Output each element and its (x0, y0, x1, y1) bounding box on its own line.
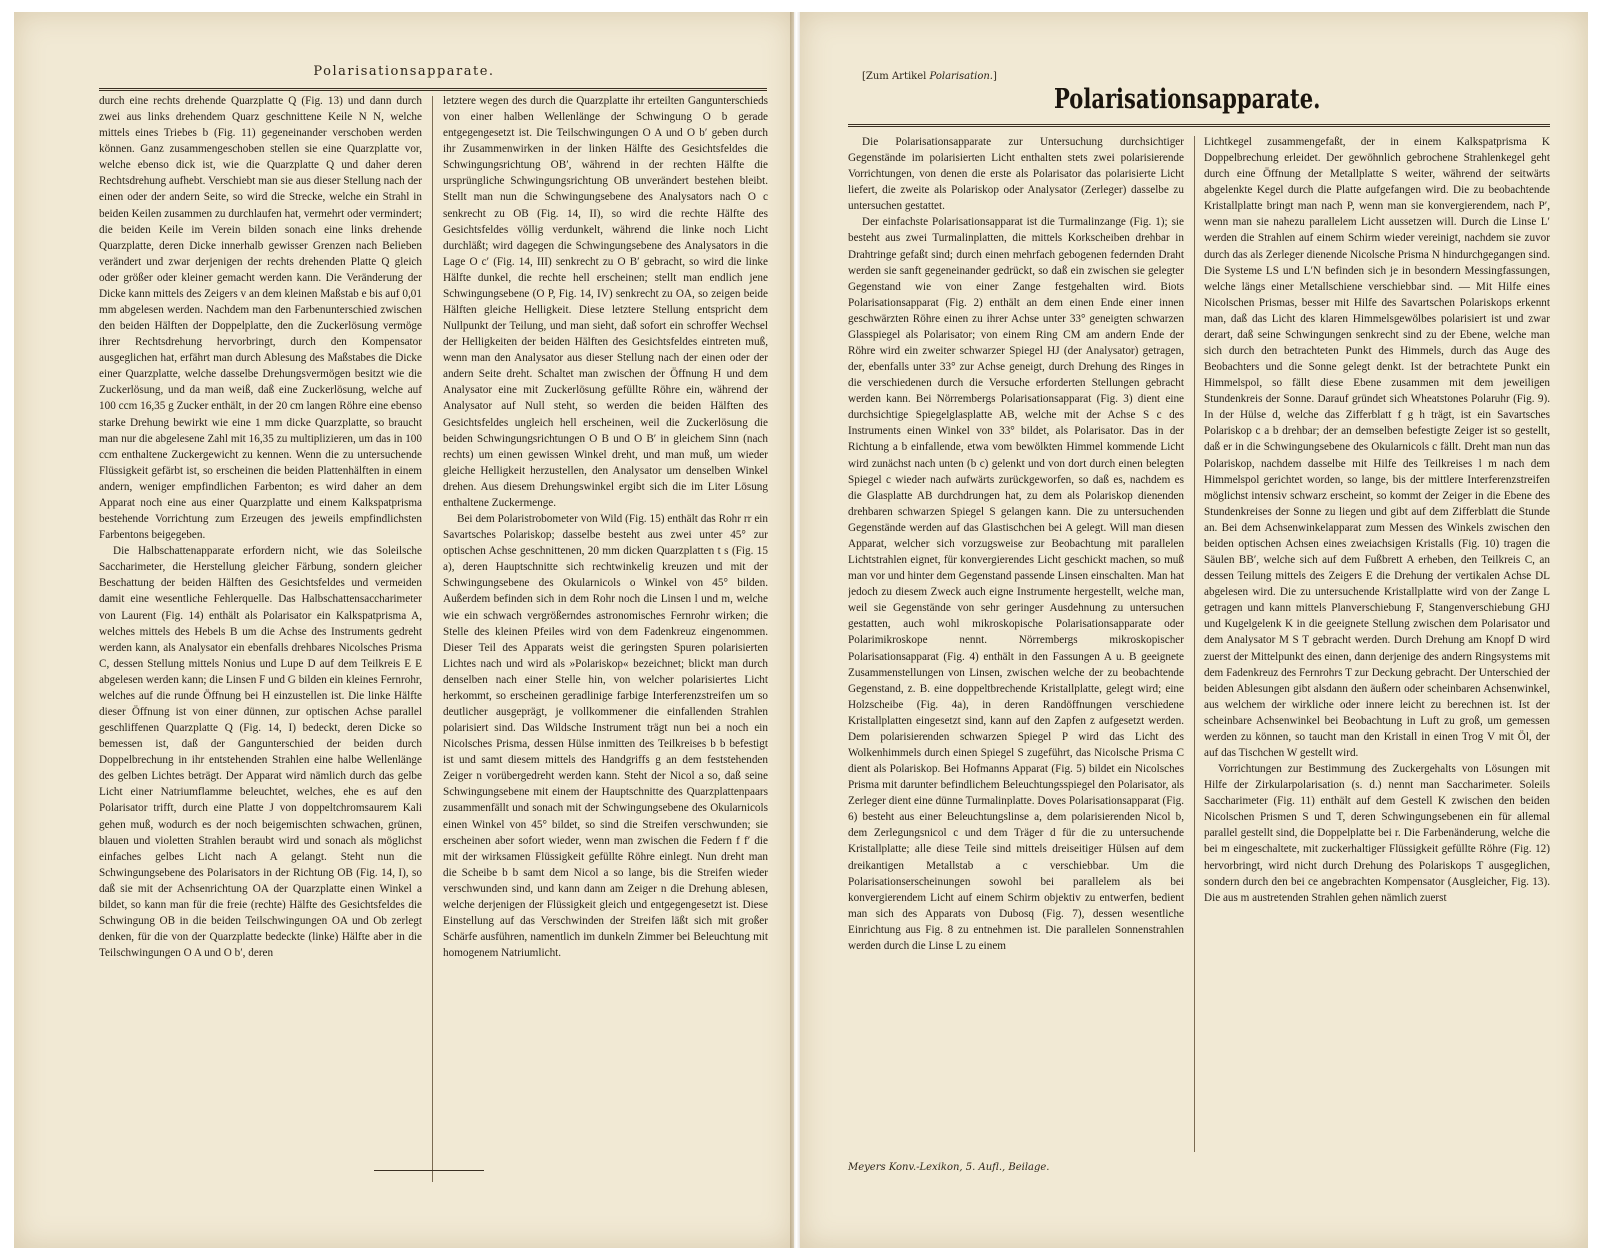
header-rule (99, 88, 767, 91)
paragraph: Die Halbschattenapparate erfordern nicht, wie das Soleilsche Saccharimeter, die Herstellung gleicher Färbung, sondern gleicher Beschattung der beiden Hälften des Gesichtsfeldes und vermeiden damit eine wesentliche Fehlerquelle. Das Halbschattensaccharimeter von Laurent (Fig. 14) enthält als Polarisator ein Kalkspatprisma A, welches mittels des Hebels B um die Achse des Instruments gedreht werden kann, als Analysator ein ebenfalls drehbares Nicolsches Prisma C, dessen Stellung mittels Nonius und Lupe D auf dem Teilkreis E E abgelesen werden kann; die Linsen F und G bilden ein kleines Fernrohr, welches auf die runde Öffnung bei H einzustellen ist. Die linke Hälfte dieser Öffnung ist von einer dünnen, zur optischen Achse parallel geschliffenen Quarzplatte Q (Fig. 14, I) bedeckt, deren Dicke so bemessen ist, daß der Gangunterschied der beiden durch Doppelbrechung in ihr entstehenden Strahlen eine halbe Wellenlänge des gelben Lichtes beträgt. Der Apparat wird nämlich durch das gelbe Licht einer Natriumflamme beleuchtet, welches, ehe es auf den Polarisator trifft, durch eine Platte J von doppeltchromsaurem Kali gehen muß, wodurch es der noch beigemischten schwachen, grünen, blauen und violetten Strahlen beraubt wird und sonach als möglichst einfaches gelbes Licht nach A gelangt. Steht nun die Schwingungsebene des Polarisators in der Richtung OB (Fig. 14, I), so daß sie mit der Achsenrichtung OA der Quarzplatte einen Winkel a bildet, so kann man für die freie (rechte) Hälfte des Gesichtsfeldes die Schwingung OB in die beiden Teilschwingungen OA und Ob zerlegt denken, für die von der Quarzplatte bedeckte (linke) Hälfte aber in die Teilschwingungen O A und O b′, deren (99, 545, 422, 960)
right-column-1 (848, 134, 1184, 1154)
article-reference: [Zum Artikel Polarisation.] (862, 71, 997, 82)
paragraph: Vorrichtungen zur Bestimmung des Zuckergehalts von Lösungen mit Hilfe der Zirkularpolarisation (s. d.) nennt man Saccharimeter. Soleils Saccharimeter (Fig. 11) enthält auf dem Gestell K zwischen den beiden Nicolschen Prismen S und T, deren Schwingungsebenen ein für allemal parallel gestellt sind, die Doppelplatte bei r. Die Farbenänderung, welche die bei m eingeschaltete, mit zuckerhaltiger Flüssigkeit gefüllte Röhre (Fig. 12) hervorbringt, wird nicht durch Drehung des Polariskops T ausgeglichen, sondern durch den bei ce angebrachten Kompensator (Ausgleicher, Fig. 13). Die aus m austretenden Strahlen gehen nämlich zuerst (1204, 763, 1550, 904)
left-column-2 (443, 93, 768, 1155)
paragraph: Bei dem Polaristrobometer von Wild (Fig. 15) enthält das Rohr rr ein Savartsches Polariskop; dasselbe besteht aus zwei unter 45° zur optischen Achse geschnittenen, 20 mm dicken Quarzplatten t s (Fig. 15 a), deren Hauptschnitte sich rechtwinkelig kreuzen und mit der Schwingungsebene des Okularnicols o Winkel von 45° bilden. Außerdem befinden sich in dem Rohr noch die Linsen l und m, welche wie ein schwach vergrößerndes astronomisches Fernrohr wirken; die Stelle des kleinen Pfeiles wird von dem Fadenkreuz eingenommen. Dieser Teil des Apparats weist die geringsten Spuren polarisierten Lichtes nach und wird als »Polariskop« bezeichnet; blickt man durch denselben nach einer Stelle hin, von welcher polarisiertes Licht herkommt, so erscheinen geradlinige farbige Interferenzstreifen um so deutlicher ausgeprägt, je vollkommener die einfallenden Strahlen polarisiert sind. Das Wildsche Instrument trägt nun bei a noch ein Nicolsches Prisma, dessen Hülse inmitten des Teilkreises b b befestigt ist und samt diesem mittels des Handgriffs g an dem feststehenden Zeiger n vorübergedreht werden kann. Steht der Nicol a so, daß seine Schwingungsebene mit einem der Hauptschnitte des Quarzplattenpaars zusammenfällt und sonach mit der Schwingungsebene des Okularnicols einen Winkel von 45° bildet, so sind die Streifen verschwunden; sie erscheinen aber sofort wieder, wenn man zwischen die Federn f f′ die mit der wirksamen Flüssigkeit gefüllte Röhre einlegt. Nun dreht man die Scheibe b b samt dem Nicol a so lange, bis die Streifen wieder verschwunden sind, und kann dann am Zeiger n die Drehung ablesen, welche derjenigen der Flüssigkeit gleich und entgegengesetzt ist. Diese Einstellung auf das Verschwinden der Streifen läßt sich mit großer Schärfe ausführen, namentlich im dunkeln Zimmer bei Beleuchtung mit homogenem Natriumlicht. (443, 513, 768, 960)
column-separator (1194, 136, 1195, 1152)
running-head: Polarisationsapparate. (313, 64, 495, 79)
paragraph: durch eine rechts drehende Quarzplatte Q (Fig. 13) und dann durch zwei aus links drehendem Quarz geschnittene Keile N N, welche mittels eines Triebes b (Fig. 11) gegeneinander verschoben werden können. Ganz zusammengeschoben stellen sie eine Quarzplatte vor, welche ebenso dick ist, wie die Quarzplatte Q und daher deren Rechtsdrehung aufhebt. Verschiebt man sie aus dieser Stellung nach der einen oder der andern Seite, so wird die Strecke, welche ein Strahl in beiden Keilen zusammen zu durchlaufen hat, vermehrt oder vermindert; die beiden Keile im Verein bilden sonach eine links drehende Quarzplatte, deren Dicke innerhalb gewisser Grenzen nach Belieben verändert und zwar derjenigen der rechts drehenden Platte Q gleich oder größer oder kleiner gemacht werden kann. Die Veränderung der Dicke kann mittels des Zeigers v an dem kleinen Maßstab e bis auf 0,01 mm abgelesen werden. Nachdem man den Farbenunterschied zwischen den beiden Hälften der Doppelplatte, den die Zuckerlösung vermöge ihrer Rechtsdrehung hervorbringt, durch den Kompensator ausgeglichen hat, erfährt man durch Ablesung des Maßstabes die Dicke einer Quarzplatte, welche dasselbe Drehungsvermögen besitzt wie die Zuckerlösung, und da man weiß, daß eine Zuckerlösung, welche auf 100 ccm 16,35 g Zucker enthält, in der 20 cm langen Röhre eine ebenso starke Drehung bewirkt wie eine 1 mm dicke Quarzplatte, so braucht man nur die abgelesene Zahl mit 16,35 zu multiplizieren, um das in 100 ccm enthaltene Zuckergewicht zu kennen. Wenn die zu untersuchende Flüssigkeit gefärbt ist, so erscheinen die beiden Plattenhälften in einem andern, weniger empfindlichen Farbenton; es wird daher an dem Apparat noch eine aus einer Quarzplatte und einem Kalkspatprisma bestehende Vorrichtung zum Erzeugen des jeweils empfindlichsten Farbentons beigegeben. (99, 95, 422, 542)
paragraph: Der einfachste Polarisationsapparat ist die Turmalinzange (Fig. 1); sie besteht aus zwei Turmalinplatten, die mittels Korkscheiben drehbar in Drahtringe gefaßt sind; durch einen mehrfach gebogenen federnden Draht werden sie sanft gegeneinander gedrückt, so daß ein zwischen sie gelegter Gegenstand wie von einer Zange festgehalten wird. Biots Polarisationsapparat (Fig. 2) enthält an dem einen Ende einer innen geschwärzten Röhre einen zu ihrer Achse unter 33° geneigten schwarzen Glasspiegel als Polarisator; von einem Ring CM am andern Ende der Röhre wird ein zweiter schwarzer Spiegel HJ (der Analysator) getragen, der, ebenfalls unter 33° zur Achse geneigt, durch Drehung des Ringes in die verschiedenen durch die Versuche erforderten Stellungen gebracht werden kann. Bei Nörrembergs Polarisationsapparat (Fig. 3) dient eine durchsichtige Spiegelglasplatte AB, welche mit der Achse S c des Instruments einen Winkel von 33° bildet, als Polarisator. Das in der Richtung a b einfallende, etwa vom bewölkten Himmel kommende Licht wird zunächst nach unten (b c) gelenkt und von dort durch einen belegten Spiegel c wieder nach aufwärts zurückgeworfen, so daß es, nachdem es die Glasplatte AB durchdrungen hat, zu dem als Polariskop dienenden drehbaren schwarzen Spiegel S gelangen kann. Die zu untersuchenden Gegenstände werden auf das Glastischchen bei A gelegt. Will man diesen Apparat, welcher sich vorzugsweise zur Beobachtung mit parallelen Lichtstrahlen eignet, für konvergierendes Licht geschickt machen, so muß man vor und hinter dem Gegenstand passende Linsen einschalten. Man hat jedoch zu diesem Zweck auch eigne Instrumente hergestellt, welche man, weil sie Gegenstände von sehr geringer Ausdehnung zu untersuchen gestatten, auch wohl mikroskopische Polarisationsapparate oder Polarimikroskope nennt. Nörrembergs mikroskopischer Polarisationsapparat (Fig. 4) enthält in den Fassungen A u. B geeignete Zusammenstellungen von Linsen, zwischen welche der zu beobachtende Gegenstand, z. B. eine doppeltbrechende Kristallplatte, gelegt wird; eine Holzscheibe (Fig. 4a), in deren Randöffnungen verschiedene Kristallplatten eingesetzt sind, kann auf den Zapfen z aufgesetzt werden. Dem polarisierenden schwarzen Spiegel P wird das Licht des Wolkenhimmels durch einen Spiegel S zugeführt, das Nicolsche Prisma C dient als Polariskop. Bei Hofmanns Apparat (Fig. 5) bildet ein Nicolsches Prisma mit darunter befindlichem Beleuchtungsspiegel den Polarisator, als Zerleger dient eine dünne Turmalinplatte. Doves Polarisationsapparat (Fig. 6) besteht aus einer Beleuchtungslinse a, dem polarisierenden Nicol b, dem Zerlegungsnicol c und dem Träger d für die zu untersuchende Kristallplatte; alle diese Teile sind mittels dreiseitiger Hülsen auf dem dreikantigen Metallstab a c verschiebbar. Um die Polarisationserscheinungen sowohl bei parallelem als bei konvergierendem Licht auf einem Schirm objektiv zu entwerfen, bedient man sich des Apparats von Dubosq (Fig. 7), dessen wesentliche Einrichtung aus Fig. 8 zu entnehmen ist. Die parallelen Sonnenstrahlen werden durch die Linse L zu einem (848, 216, 1184, 952)
right-page (800, 12, 1588, 1248)
page-footer: Meyers Konv.-Lexikon, 5. Aufl., Beilage. (848, 1162, 1050, 1173)
left-column-1 (99, 93, 422, 1186)
end-rule (374, 1170, 484, 1171)
paragraph: Lichtkegel zusammengefaßt, der in einem Kalkspatprisma K Doppelbrechung erleidet. Der gewöhnlich gebrochene Strahlenkegel geht durch eine Öffnung der Metallplatte S weiter, während der seitwärts abgelenkte Kegel durch die Platte aufgefangen wird. Die zu beobachtende Kristallplatte bringt man nach P, wenn man sie konvergierendem, nach P′, wenn man sie nahezu parallelem Licht aussetzen will. Durch die Linse L′ werden die Strahlen auf einem Schirm wieder vereinigt, nachdem sie zuvor durch das als Zerleger dienende Nicolsche Prisma N hindurchgegangen sind. Die Systeme LS und L′N befinden sich je in besondern Messingfassungen, welche längs einer Metallschiene verschiebbar sind. — Mit Hilfe eines Nicolschen Prismas, besser mit Hilfe des Savartschen Polariskops erkennt man, daß das Licht des klaren Himmelsgewölbes polarisiert ist und zwar derart, daß seine Schwingungen senkrecht sind zu der Ebene, welche man sich durch den betrachteten Punkt des Himmels, durch das Auge des Beobachters und die Sonne gelegt denkt. Ist der betrachtete Punkt ein Himmelspol, so fällt diese Ebene zusammen mit dem jeweiligen Stundenkreis der Sonne. Darauf gründet sich Wheatstones Polaruhr (Fig. 9). In der Hülse d, welche das Zifferblatt f g h trägt, ist ein Savartsches Polariskop c a b drehbar; der an demselben befestigte Zeiger ist so gestellt, daß er in die Schwingungsebene des Okularnicols c fällt. Dreht man nun das Polariskop, nachdem dasselbe mit Hilfe des Teilkreises l m nach dem Himmelspol gerichtet worden, so lange, bis der mittlere Interferenzstreifen möglichst intensiv schwarz erscheint, so kommt der Zeiger in die Ebene des Stundenkreises der Sonne zu liegen und gibt auf dem Zifferblatt die Stunde an. Bei dem Achsenwinkelapparat zum Messen des Winkels zwischen den beiden optischen Achsen eines zweiachsigen Kristalls (Fig. 10) tragen die Säulen BB′, welche sich auf dem Fußbrett A erheben, den Teilkreis C, an dessen Teilung mittels des Zeigers E die Drehung der vertikalen Achse DL abgelesen wird. Die zu untersuchende Kristallplatte wird von der Zange L getragen und kann mittels Planverschiebung F, Stangenverschiebung GHJ und Kugelgelenk K in die geeignete Stellung zwischen dem Polarisator und dem Analysator M S T gebracht werden. Durch Drehung am Knopf D wird zuerst der Mittelpunkt des einen, dann derjenige des andern Ringsystems mit dem Fadenkreuz des Fernrohrs T zur Deckung gebracht. Der Unterschied der beiden Ablesungen gibt alsdann den äußern oder scheinbaren Achsenwinkel, aus welchem der wirkliche oder innere leicht zu berechnen ist. Ist der scheinbare Achsenwinkel bei Beobachtung in Luft zu groß, um gemessen werden zu können, so taucht man den Kristall in einen Trog V mit Öl, der auf das Tischchen W gestellt wird. (1204, 136, 1550, 759)
paragraph: Die Polarisationsapparate zur Untersuchung durchsichtiger Gegenstände im polarisierten Licht enthalten stets zwei polarisierende Vorrichtungen, von denen die erste als Polarisator das polarisierte Licht liefert, die zweite als Polariskop oder Analysator (Zerleger) dasselbe zu untersuchen gestattet. (848, 136, 1184, 213)
left-page (14, 12, 794, 1248)
title-rule (848, 124, 1550, 127)
paragraph: letztere wegen des durch die Quarzplatte ihr erteilten Gangunterschieds von einer halben Wellenlänge der Schwingung O b gerade entgegengesetzt ist. Die Teilschwingungen O A und O b′ geben durch ihr Zusammenwirken in der linken Hälfte des Gesichtsfeldes die Schwingungsrichtung OB′, während in der rechten Hälfte die ursprüngliche Schwingungsrichtung OB unverändert bestehen bleibt. Stellt man nun die Schwingungsebene des Analysators nach O c senkrecht zu OB (Fig. 14, II), so wird die rechte Hälfte des Gesichtsfeldes völlig verdunkelt, während die linke noch Licht durchläßt; wird dagegen die Schwingungsebene des Analysators in die Lage O c′ (Fig. 14, III) senkrecht zu O B′ gebracht, so wird die linke Hälfte dunkel, die rechte hell erscheinen; stellt man endlich jene Schwingungsebene (O P, Fig. 14, IV) senkrecht zu OA, so zeigen beide Hälften gleiche Helligkeit. Diese letztere Stellung entspricht dem Nullpunkt der Teilung, und man sieht, daß sofort ein schroffer Wechsel der Helligkeiten der beiden Hälften des Gesichtsfeldes eintreten muß, wenn man den Analysator aus dieser Stellung nach der einen oder der andern Seite dreht. Schaltet man zwischen der Öffnung H und dem Analysator eine mit Zuckerlösung gefüllte Röhre ein, während der Analysator auf Null steht, so werden die beiden Hälften des Gesichtsfeldes ungleich hell erscheinen, weil die Zuckerlösung die beiden Schwingungsrichtungen O B und O B′ in gleichem Sinn (nach rechts) um einen gewissen Winkel dreht, und man muß, um wieder gleiche Helligkeit herzustellen, den Analysator um denselben Winkel drehen. Aus diesem Drehungswinkel ergibt sich die im Liter Lösung enthaltene Zuckermenge. (443, 95, 768, 509)
page-title: Polarisationsapparate. (1054, 84, 1321, 115)
column-separator (432, 96, 433, 1182)
right-column-2 (1204, 134, 1550, 1154)
